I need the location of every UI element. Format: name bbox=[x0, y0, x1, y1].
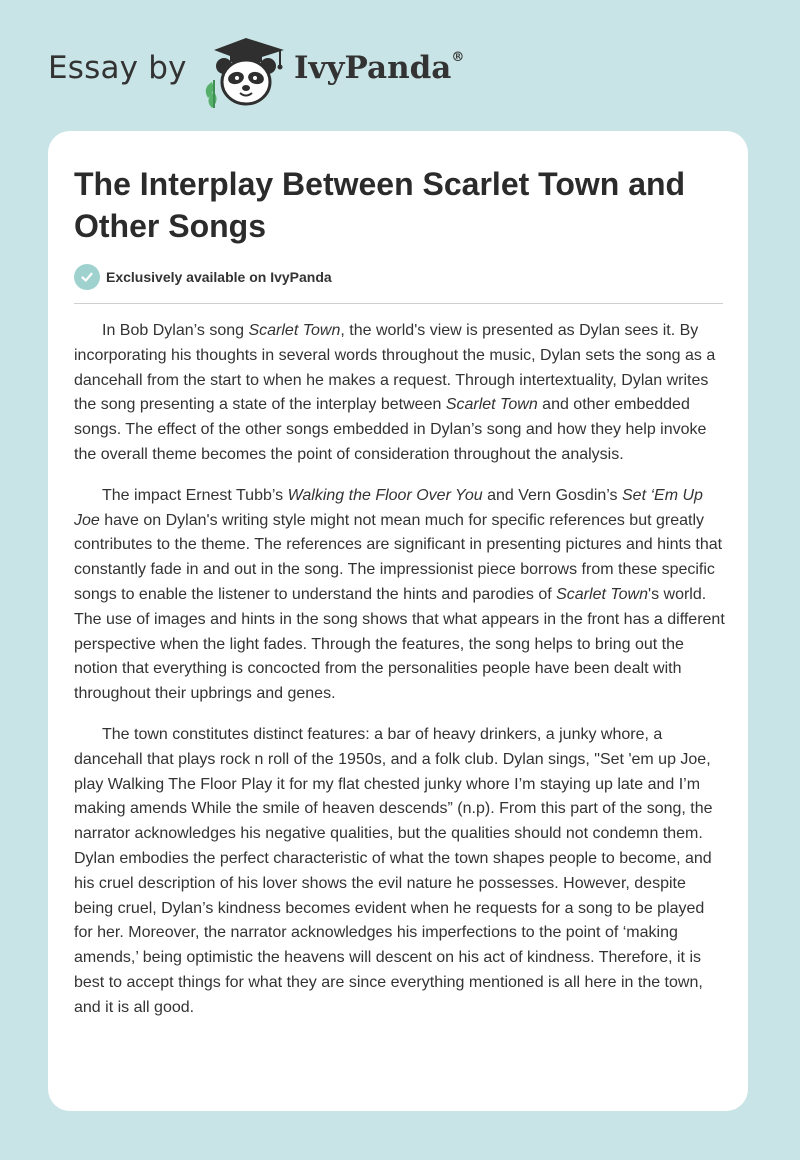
paragraph-text: have on Dylan's writing style might not mean much for specific references but greatly contributes to the theme. The references are significant in presenting pictures and hints that constantly fade in and out in the song. The impressionist piece borrows from these specific songs to enable the listener to understand the hints and parodies of bbox=[74, 511, 723, 603]
paragraph-text: In Bob Dylan’s song bbox=[102, 322, 249, 339]
exclusive-badge bbox=[74, 264, 332, 290]
paragraph-text: The impact Ernest Tubb’s bbox=[102, 486, 288, 504]
panda-logo-icon bbox=[200, 36, 294, 110]
essay-card bbox=[48, 131, 748, 1111]
essay-title: The Interplay Between Scarlet Town and Other Songs bbox=[74, 166, 686, 244]
song-title: Set ‘Em Up Joe bbox=[74, 486, 703, 529]
brand-name: IvyPanda® bbox=[294, 49, 465, 86]
essay-by-label: Essay by bbox=[48, 50, 187, 86]
song-title: Walking the Floor Over You bbox=[287, 486, 483, 504]
essay-paragraph bbox=[74, 723, 726, 1021]
paragraph-text: and other embedded songs. The effect of the other songs embedded in Dylan’s song and how they help invoke the overall theme becomes the point of consideration throughout the analysis. bbox=[74, 396, 707, 463]
divider bbox=[74, 303, 723, 304]
paragraph-text: , the world's view is presented as Dylan sees it. By incorporating his thoughts in several words throughout the music, Dylan sets the song as a dancehall from the start to when he makes a request. Through intertextuality, Dylan writes the song presenting a state of the interplay between bbox=[74, 322, 716, 414]
exclusive-label: Exclusively available on IvyPanda bbox=[106, 269, 332, 285]
essay-paragraph bbox=[74, 319, 726, 468]
essay-paragraph bbox=[74, 484, 726, 707]
site-header bbox=[0, 0, 800, 130]
paragraph-text: and Vern Gosdin’s bbox=[482, 486, 622, 504]
check-icon bbox=[74, 264, 100, 290]
song-title: Scarlet Town bbox=[556, 585, 649, 603]
song-title: Scarlet Town bbox=[445, 396, 538, 414]
song-title: Scarlet Town bbox=[248, 322, 341, 339]
paragraph-text: The town constitutes distinct features: a bar of heavy drinkers, a junky whore, a dancehall that plays rock n roll of the 1950s, and a folk club. Dylan sings, "Set 'em up Joe, play Walking The Floor Play it for my flat chested junky whore I’m staying up late and I’m making amends While the smile of heaven descends” (n.p). From this part of the song, the narrator acknowledges his negative qualities, but the qualities should not condemn them. Dylan embodies the perfect characteristic of what the town shapes people to become, and his cruel description of his lover shows the evil nature he possesses. However, despite being cruel, Dylan’s kindness becomes evident when he requests for a song to be played for her. Moreover, the narrator acknowledges his imperfections to the point of ‘making amends,’ being optimistic the heavens will descent on his act of kindness. Therefore, it is best to accept things for what they are since everything mentioned is all here in the town, and it is all good. bbox=[74, 725, 713, 1016]
essay-body bbox=[74, 319, 726, 1021]
paragraph-text: 's world. The use of images and hints in the song shows that what appears in the front has a different perspective when the light fades. Through the features, the song helps to bring out the notion that everything is concocted from the personalities people have been dealt with throughout their upbrings and genes. bbox=[74, 585, 725, 703]
